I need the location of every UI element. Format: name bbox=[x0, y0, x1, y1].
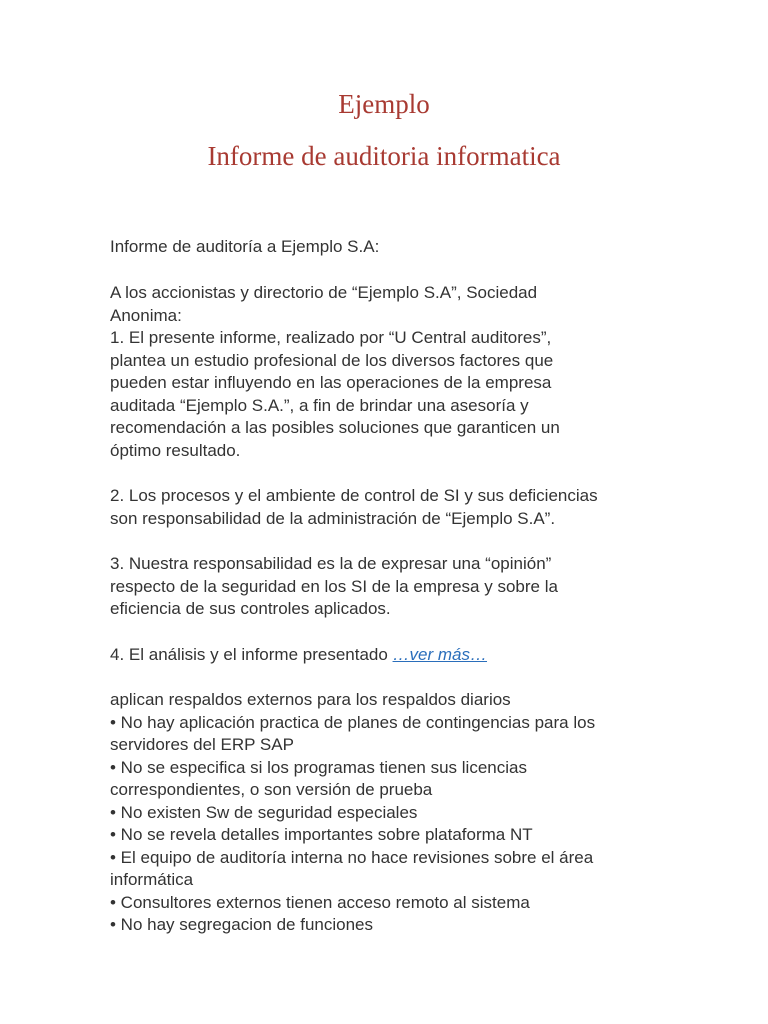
list-item: servidores del ERP SAP bbox=[110, 735, 294, 754]
list-item: • No hay aplicación practica de planes de contingencias para los bbox=[110, 712, 596, 732]
findings-list bbox=[110, 689, 670, 937]
paragraph-1-line: recomendación a las posibles soluciones que garanticen un bbox=[110, 418, 560, 437]
list-item: • El equipo de auditoría interna no hace revisiones sobre el área bbox=[110, 847, 594, 867]
list-item: • No existen Sw de seguridad especiales bbox=[110, 802, 418, 822]
list-item: correspondientes, o son versión de prueba bbox=[110, 780, 433, 799]
paragraph-1-line: pueden estar influyendo en las operaciones de la empresa bbox=[110, 373, 552, 392]
list-item: • No hay segregacion de funciones bbox=[110, 915, 374, 934]
list-item: • Consultores externos tienen acceso remoto al sistema bbox=[110, 892, 530, 912]
paragraph-3 bbox=[110, 553, 670, 621]
address-line: A los accionistas y directorio de “Ejemplo S.A”, Sociedad bbox=[110, 283, 538, 302]
document-subtitle: Informe de auditoria informatica bbox=[207, 141, 561, 171]
paragraph-1-line: 1. El presente informe, realizado por “U Central auditores”, bbox=[110, 328, 552, 347]
list-item: informática bbox=[110, 870, 194, 889]
list-item: • No se especifica si los programas tienen sus licencias bbox=[110, 757, 527, 777]
paragraph-1-line: óptimo resultado. bbox=[110, 440, 241, 460]
paragraph-4 bbox=[110, 644, 670, 667]
address-line: Anonima: bbox=[110, 305, 182, 325]
paragraph-2 bbox=[110, 485, 670, 530]
paragraph-1-line: plantea un estudio profesional de los diversos factores que bbox=[110, 350, 554, 370]
paragraph-4-line bbox=[110, 644, 670, 667]
report-heading-line: Informe de auditoría a Ejemplo S.A: bbox=[110, 237, 380, 256]
paragraph-3-line: eficiencia de sus controles aplicados. bbox=[110, 599, 391, 618]
paragraph-2-line: 2. Los procesos y el ambiente de control de SI y sus deficiencias bbox=[110, 486, 598, 505]
report-heading bbox=[110, 236, 670, 259]
paragraph-3-line: respecto de la seguridad en los SI de la empresa y sobre la bbox=[110, 576, 558, 596]
list-item: aplican respaldos externos para los respaldos diarios bbox=[110, 690, 511, 709]
paragraph-1-line: auditada “Ejemplo S.A.”, a fin de brindar una asesoría y bbox=[110, 395, 529, 415]
address-paragraph bbox=[110, 282, 670, 462]
paragraph-2-line: son responsabilidad de la administración de “Ejemplo S.A”. bbox=[110, 508, 556, 528]
paragraph-4-text: 4. El análisis y el informe presentado bbox=[110, 645, 393, 664]
ver-mas-link[interactable]: …ver más… bbox=[392, 645, 488, 664]
list-item: • No se revela detalles importantes sobre plataforma NT bbox=[110, 825, 533, 844]
paragraph-3-line: 3. Nuestra responsabilidad es la de expresar una “opinión” bbox=[110, 554, 552, 573]
document-title: Ejemplo bbox=[338, 89, 430, 119]
